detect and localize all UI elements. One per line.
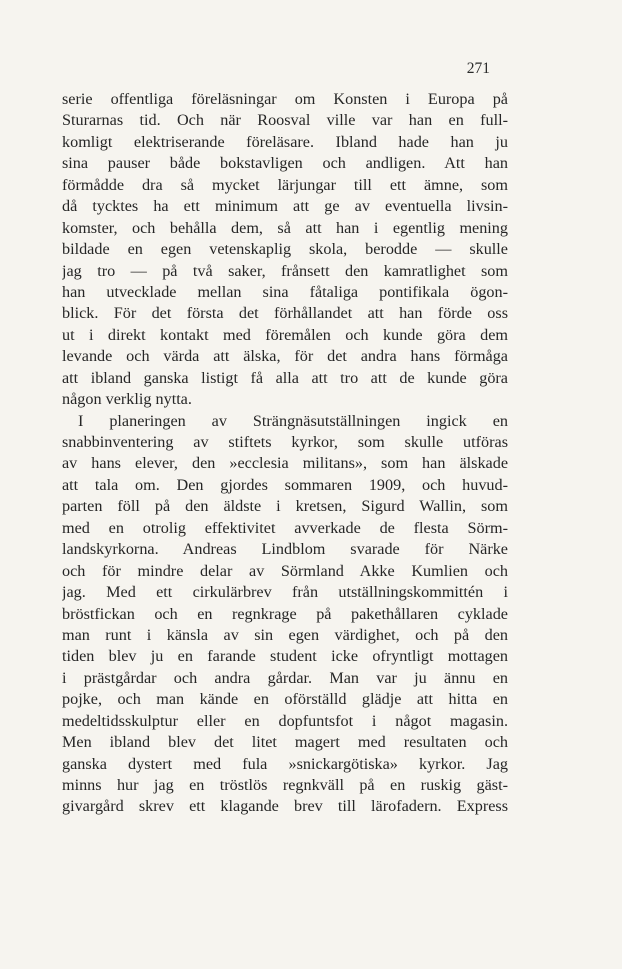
text-line: någon verklig nytta. — [62, 390, 192, 409]
text-line: ganska dystert med fula »snickargötiska» kyrkor. Jag — [62, 754, 508, 773]
text-line: då tycktes ha ett minimum att ge av eventuella livsin- — [62, 197, 508, 216]
text-line: bildade en egen vetenskaplig skola, berodde — skulle — [62, 240, 508, 259]
text-line: med en otrolig effektivitet avverkade de flesta Sörm- — [62, 518, 508, 537]
text-line: komligt elektriserande föreläsare. Ibland hade han ju — [62, 132, 508, 151]
text-line: minns hur jag en tröstlös regnkväll på en ruskig gäst- — [62, 776, 508, 794]
text-line: parten föll på den äldste i kretsen, Sigurd Wallin, som — [62, 497, 508, 516]
text-line: komster, och behålla dem, så att han i egentlig mening — [62, 218, 508, 237]
text-line: och för mindre delar av Sörmland Akke Kumlien och — [62, 561, 508, 580]
text-line: han utvecklade mellan sina fåtaliga pontifikala ögon- — [62, 282, 508, 301]
text-line: landskyrkorna. Andreas Lindblom svarade för Närke — [62, 540, 508, 559]
text-line: snabbinventering av stiftets kyrkor, som skulle utföras — [62, 433, 508, 451]
text-line: av hans elever, den »ecclesia militans», som han älskade — [62, 454, 508, 473]
text-line: bröstfickan och en regnkrage på pakethållaren cyklade — [62, 604, 508, 623]
body-text — [62, 89, 508, 818]
paragraph-start-line: I planeringen av Strängnäsutställningen ingick en — [78, 411, 508, 430]
text-line: tiden blev ju en farande student icke ofryntligt mottagen — [62, 647, 508, 666]
text-line: levande och värda att älska, för det andra hans förmåga — [62, 347, 508, 366]
text-line: pojke, och man kände en oförställd glädje att hitta en — [62, 690, 508, 709]
text-line: att tala om. Den gjordes sommaren 1909, och huvud- — [62, 475, 508, 494]
text-line: givargård skrev ett klagande brev till lärofadern. Express — [62, 797, 508, 816]
text-line: Men ibland blev det litet magert med resultaten och — [62, 733, 508, 752]
text-line: blick. För det första det förhållandet att han förde oss — [62, 304, 508, 323]
text-line: man runt i känsla av sin egen värdighet, och på den — [62, 625, 508, 644]
text-line: förmådde dra så mycket lärjungar till ett ämne, som — [62, 175, 508, 194]
text-line: i prästgårdar och andra gårdar. Man var ju ännu en — [62, 668, 508, 687]
text-line: Sturarnas tid. Och när Roosval ville var han en full- — [62, 111, 508, 130]
page-number: 271 — [466, 60, 490, 77]
text-line: jag tro — på två saker, frånsett den kamratlighet som — [62, 261, 508, 280]
text-line: sina pauser både bokstavligen och andligen. Att han — [62, 154, 508, 173]
text-line: ut i direkt kontakt med föremålen och kunde göra dem — [62, 325, 508, 344]
text-line: att ibland ganska listigt få alla att tro att de kunde göra — [62, 368, 508, 387]
text-line: medeltidsskulptur eller en dopfuntsfot i något magasin. — [62, 711, 508, 730]
text-line: serie offentliga föreläsningar om Konsten i Europa på — [62, 90, 508, 108]
text-line: jag. Med ett cirkulärbrev från utställningskommittén i — [62, 583, 508, 602]
